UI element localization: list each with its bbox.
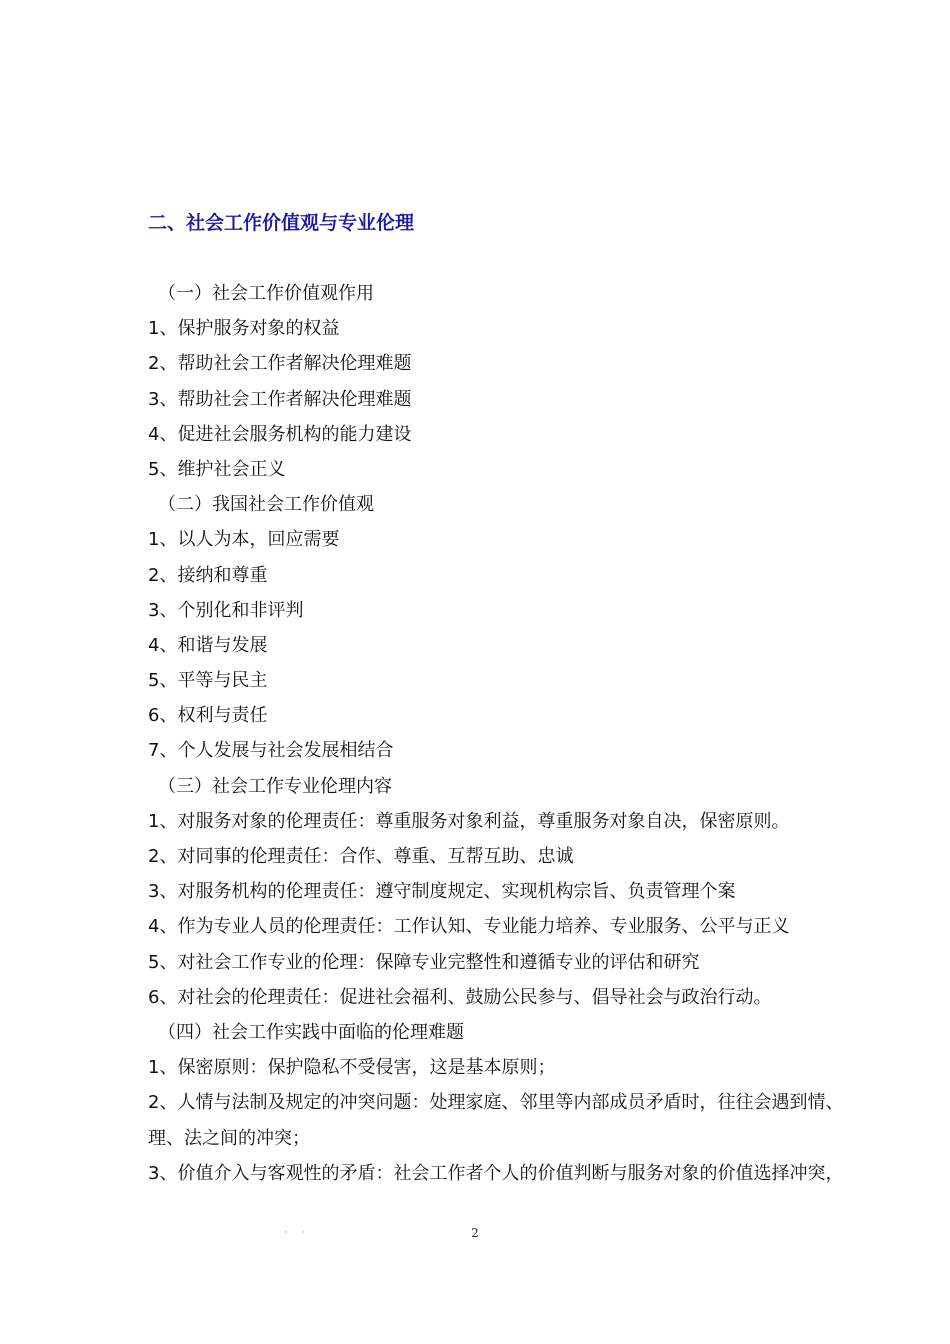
- list-item: 3、价值介入与客观性的矛盾：社会工作者个人的价值判断与服务对象的价值选择冲突，: [148, 1162, 844, 1184]
- list-item: 2、对同事的伦理责任：合作、尊重、互帮互助、忠诚: [148, 846, 574, 867]
- subsection-heading: （二）我国社会工作价值观: [158, 494, 374, 516]
- list-item: 5、维护社会正义: [148, 458, 286, 480]
- list-item: 7、个人发展与社会发展相结合: [148, 740, 394, 762]
- list-item: 1、对服务对象的伦理责任：尊重服务对象利益，尊重服务对象自决，保密原则。: [148, 810, 790, 832]
- list-item: 4、作为专业人员的伦理责任：工作认知、专业能力培养、专业服务、公平与正义: [148, 916, 790, 938]
- list-item: 2、人情与法制及规定的冲突问题：处理家庭、邻里等内部成员矛盾时，往往会遇到情、: [148, 1092, 844, 1114]
- list-item: 4、促进社会服务机构的能力建设: [148, 423, 412, 445]
- list-item: 1、以人为本，回应需要: [148, 529, 340, 551]
- list-item: 5、平等与民主: [148, 670, 268, 692]
- body-text: [148, 276, 878, 1191]
- page-number: 2: [471, 1226, 479, 1240]
- list-item: 2、接纳和尊重: [148, 564, 268, 586]
- list-item: 4、和谐与发展: [148, 634, 268, 656]
- list-item: 3、帮助社会工作者解决伦理难题: [148, 388, 412, 410]
- subsection-heading: （四）社会工作实践中面临的伦理难题: [158, 1021, 464, 1043]
- list-item: 6、对社会的伦理责任：促进社会福利、鼓励公民参与、倡导社会与政治行动。: [148, 986, 772, 1008]
- footer-mark: · ·: [284, 1228, 311, 1238]
- list-item: 3、个别化和非评判: [148, 599, 304, 621]
- list-item: 3、对服务机构的伦理责任：遵守制度规定、实现机构宗旨、负责管理个案: [148, 881, 736, 903]
- list-item: 6、权利与责任: [148, 705, 268, 727]
- list-item: 1、保密原则：保护隐私不受侵害，这是基本原则；: [148, 1057, 556, 1079]
- subsection-heading: （一）社会工作价值观作用: [158, 283, 374, 304]
- subsection-heading: （三）社会工作专业伦理内容: [158, 775, 392, 797]
- list-item: 5、对社会工作专业的伦理：保障专业完整性和遵循专业的评估和研究: [148, 951, 700, 973]
- list-item: 理、法之间的冲突；: [148, 1127, 310, 1149]
- list-item: 2、帮助社会工作者解决伦理难题: [148, 353, 412, 375]
- list-item: 1、保护服务对象的权益: [148, 318, 340, 340]
- section-heading: 二、社会工作价值观与专业伦理: [148, 212, 415, 234]
